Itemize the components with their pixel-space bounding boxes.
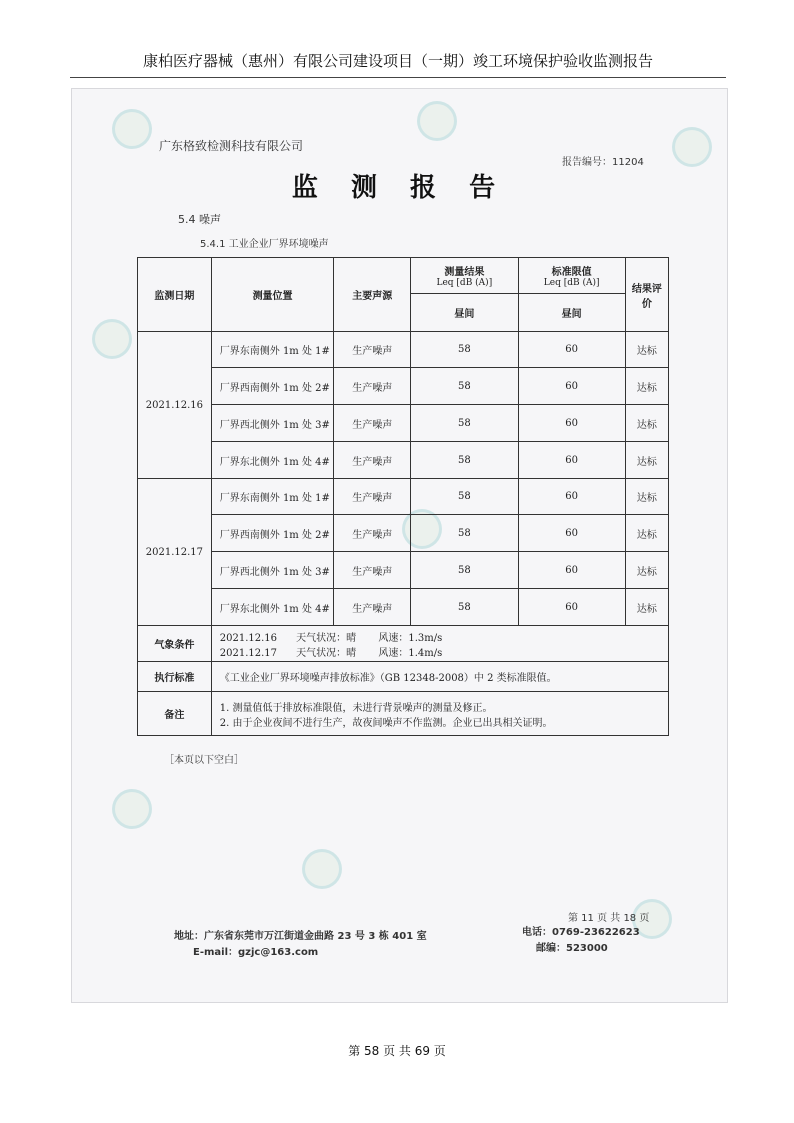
result-cell: 58 [411,332,518,368]
remark-label: 备注 [138,692,212,736]
limit-cell: 60 [518,515,625,552]
location-cell: 厂界西北侧外 1m 处 3# [211,552,334,589]
watermark-logo-icon [302,849,342,889]
table-row [138,589,669,626]
evaluation-cell: 达标 [625,442,668,479]
evaluation-cell: 达标 [625,515,668,552]
evaluation-cell: 达标 [625,332,668,368]
header-result-unit: Leq [dB (A)] [436,278,493,288]
evaluation-cell: 达标 [625,589,668,626]
header-limit [518,258,625,294]
date-cell: 2021.12.16 [138,332,212,479]
remark-line-2: 2. 由于企业夜间不进行生产，故夜间噪声不作监测。企业已出具相关证明。 [219,717,553,729]
noise-results-table [137,257,669,736]
header-result [411,258,518,294]
postcode: 邮编：523000 [536,943,608,954]
result-cell: 58 [411,479,518,515]
company-name: 广东格致检测科技有限公司 [159,139,304,153]
header-daytime-result: 昼间 [411,294,518,332]
header-source: 主要声源 [334,258,411,332]
report-title: 监 测 报 告 [291,173,508,203]
table-row [138,405,669,442]
result-cell: 58 [411,442,518,479]
location-cell: 厂界西南侧外 1m 处 2# [211,368,334,405]
result-cell: 58 [411,515,518,552]
email: E-mail：gzjc@163.com [193,947,319,958]
limit-cell: 60 [518,405,625,442]
header-result-label: 测量结果 [444,267,485,278]
source-cell: 生产噪声 [334,332,411,368]
standard-value: 《工业企业厂界环境噪声排放标准》（GB 12348-2008）中 2 类标准限值。 [211,662,668,692]
result-cell: 58 [411,552,518,589]
source-cell: 生产噪声 [334,552,411,589]
limit-cell: 60 [518,589,625,626]
blank-note: ［本页以下空白］ [164,755,244,766]
address: 地址：广东省东莞市万江街道金曲路 23 号 3 栋 401 室 [174,931,427,942]
document-header-title: 康柏医疗器械（惠州）有限公司建设项目（一期）竣工环境保护验收监测报告 [142,52,653,70]
evaluation-cell: 达标 [625,479,668,515]
source-cell: 生产噪声 [334,368,411,405]
table-row [138,332,669,368]
evaluation-cell: 达标 [625,368,668,405]
table-row [138,479,669,515]
watermark-logo-icon [92,319,132,359]
telephone: 电话：0769-23622623 [522,927,640,938]
weather-line-2: 2021.12.17 天气状况：晴 风速：1.4m/s [219,647,443,659]
limit-cell: 60 [518,479,625,515]
header-evaluation: 结果评价 [625,258,668,332]
limit-cell: 60 [518,368,625,405]
location-cell: 厂界西北侧外 1m 处 3# [211,405,334,442]
header-location: 测量位置 [211,258,334,332]
limit-cell: 60 [518,552,625,589]
location-cell: 厂界东南侧外 1m 处 1# [211,479,334,515]
location-cell: 厂界东北侧外 1m 处 4# [211,442,334,479]
source-cell: 生产噪声 [334,515,411,552]
result-cell: 58 [411,589,518,626]
result-cell: 58 [411,405,518,442]
header-limit-label: 标准限值 [551,267,592,278]
table-row [138,552,669,589]
limit-cell: 60 [518,442,625,479]
header-rule [70,77,726,78]
page-footer: 第 58 页 共 69 页 [348,1044,446,1058]
evaluation-cell: 达标 [625,405,668,442]
remark-row [138,692,669,736]
weather-row [138,626,669,662]
weather-value [211,626,668,662]
weather-line-1: 2021.12.16 天气状况：晴 风速：1.3m/s [219,632,443,644]
source-cell: 生产噪声 [334,405,411,442]
table-row [138,368,669,405]
table-row [138,515,669,552]
result-cell: 58 [411,368,518,405]
subsection-heading: 5.4.1 工业企业厂界环境噪声 [200,239,329,250]
header-limit-unit: Leq [dB (A)] [543,278,600,288]
source-cell: 生产噪声 [334,589,411,626]
header-date: 监测日期 [138,258,212,332]
weather-label: 气象条件 [138,626,212,662]
remark-value [211,692,668,736]
location-cell: 厂界东南侧外 1m 处 1# [211,332,334,368]
location-cell: 厂界东北侧外 1m 处 4# [211,589,334,626]
standard-label: 执行标准 [138,662,212,692]
scanned-report-page [71,88,728,1003]
report-number: 报告编号：11204 [562,157,644,168]
watermark-logo-icon [112,109,152,149]
location-cell: 厂界西南侧外 1m 处 2# [211,515,334,552]
watermark-logo-icon [417,101,457,141]
source-cell: 生产噪声 [334,479,411,515]
date-cell: 2021.12.17 [138,479,212,626]
inner-page-number: 第 11 页 共 18 页 [568,913,650,924]
evaluation-cell: 达标 [625,552,668,589]
section-heading: 5.4 噪声 [178,213,221,226]
remark-line-1: 1. 测量值低于排放标准限值，未进行背景噪声的测量及修正。 [219,702,493,714]
watermark-logo-icon [112,789,152,829]
table-row [138,442,669,479]
limit-cell: 60 [518,332,625,368]
watermark-logo-icon [672,127,712,167]
standard-row [138,662,669,692]
header-daytime-limit: 昼间 [518,294,625,332]
source-cell: 生产噪声 [334,442,411,479]
